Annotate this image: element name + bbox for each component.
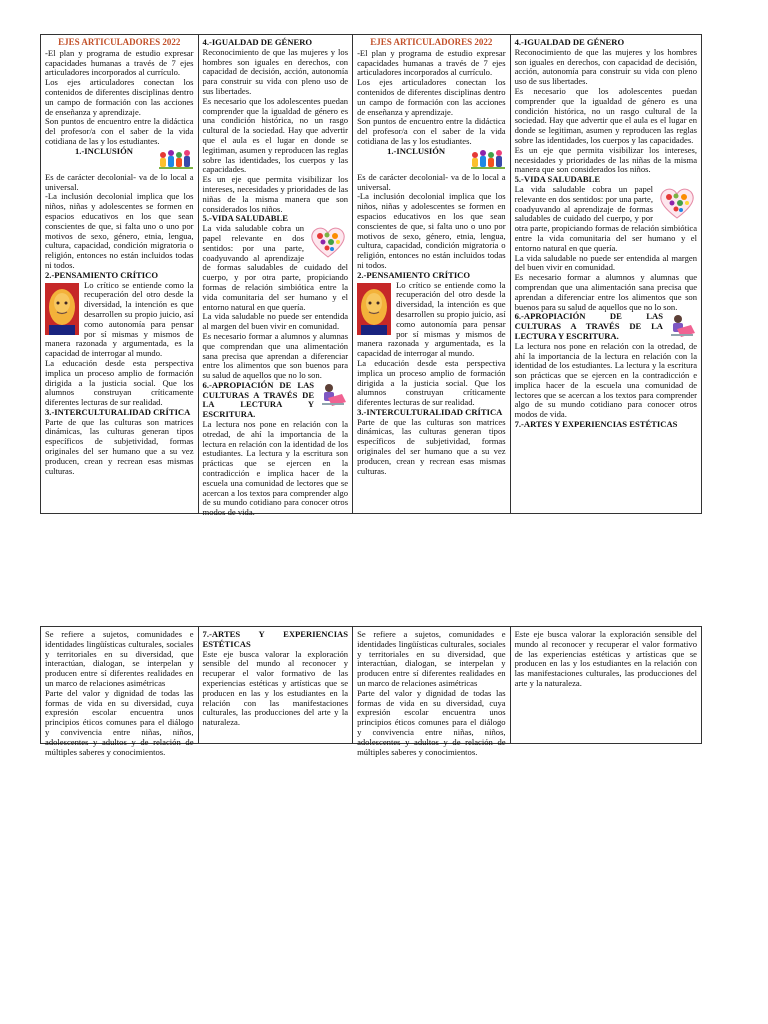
artes-heading-copy: 7.-ARTES Y EXPERIENCIAS ESTÉTICAS: [514, 419, 678, 430]
bottom-column-1: [41, 627, 199, 757]
bottom-pamphlet-table: [40, 626, 702, 757]
pensamiento-text-1-copy: Lo crítico se entiende como la recuperación del otro desde la diversidad, la intención es que desarrollen su propio juicio, así como autonomía para pensar por sí mismas y mismos de manera razonada y argumentada, es la capacidad de interrogar al mundo.: [357, 279, 506, 359]
inclusion-heading: 1.-INCLUSIÓN: [75, 145, 134, 156]
inclusion-text-2-copy: -La inclusión decolonial implica que los niños, niñas y adolescentes se formen en espacios educativos en los que sean conscientes de que, si falta uno o uno por motivos de sexo, género, etnia, lengua, cultura, capacidad, condición migratoria o religión, entonces no están incluidos todas ni todos.: [357, 191, 506, 270]
reading-child-icon: [318, 382, 348, 408]
artes-text-1: Este eje busca valorar la exploración sensible del mundo al reconocer y recuperar el valor formativo de las experiencias estéticas y artísticas que se producen en las y los estudiantes en la relación con las manifestaciones culturales, las producciones del arte y la naturaleza.: [202, 648, 349, 728]
puntos-encuentro-text: Son puntos de encuentro entre la didáctica del profesor/a con el saber de la vida cotidiana de las y los estudiantes.: [45, 116, 194, 146]
interculturalidad-text-3-copy: Parte del valor y dignidad de todas las formas de vida en su diversidad, cuya expresión escolar encuentra unos principios éticos comunes para el diálogo y convivencia entre niñas, niños, adolescentes y adultos y de relación de múltiples saberes y conocimientos.: [357, 687, 506, 757]
top-column-3: [353, 35, 511, 513]
children-group-icon: [470, 148, 506, 172]
ejes-conectan-text-copy: Los ejes articuladores conectan los contenidos de diferentes disciplinas dentro un campo de formación con las acciones de enseñanza y aprendizaje.: [357, 77, 506, 117]
top-column-2: [199, 35, 354, 518]
interculturalidad-text-3: Parte del valor y dignidad de todas las formas de vida en su diversidad, cuya expresión escolar encuentra unos principios éticos comunes para el diálogo y convivencia entre niñas, niños, adolescentes y adultos y de relación de múltiples saberes y conocimientos.: [45, 687, 194, 757]
ejes-conectan-text: Los ejes articuladores conectan los contenidos de diferentes disciplinas dentro un campo de formación con las acciones de enseñanza y aprendizaje.: [45, 77, 194, 117]
artes-text-1-copy: Este eje busca valorar la exploración sensible del mundo al reconocer y recuperar el valor formativo de las experiencias estéticas y artísticas que se producen en las y los estudiantes en la relación con las manifestaciones culturales, las producciones del arte y la naturaleza.: [514, 629, 698, 688]
genero-text-2: Es necesario que los adolescentes puedan comprender que la igualdad de género es una condición histórica, no un rasgo cultural de la sociedad. Hay que advertir que el aula es el lugar en donde se legitiman, asumen y reproducen las reglas sobre las identidades, los cuerpos y las capacidades.: [202, 95, 349, 175]
interculturalidad-heading-copy: 3.-INTERCULTURALIDAD CRÍTICA: [357, 406, 503, 417]
pensamiento-heading-copy: 2.-PENSAMIENTO CRÍTICO: [357, 269, 471, 280]
inclusion-text-2: -La inclusión decolonial implica que los niños, niñas y adolescentes se formen en espacios educativos en los que sean conscientes de que, si falta uno o uno por motivos de sexo, género, etnia, lengua, cultura, capacidad, condición migratoria o religión, entonces no están incluidos todas ni todos.: [45, 191, 194, 270]
bottom-column-3: [353, 627, 511, 757]
inclusion-text-1-copy: Es de carácter decolonial- va de lo local a universal.: [357, 171, 506, 192]
saludable-text-3-copy: Es necesario formar a alumnos y alumnas que comprendan que una alimentación sana precisa que aprendan a diferenciar entre los alimentos que son buenos para su salud de aquellos que no lo son.: [514, 272, 698, 312]
critical-thinking-portrait: [45, 283, 79, 335]
top-pamphlet-table: [40, 34, 702, 518]
interculturalidad-text-2: Se refiere a sujetos, comunidades e identidades lingüísticas culturales, sociales y territoriales en su diversidad, que interactúan, dialogan, se interpelan y producen entre sí diferentes realidades en un marco de relaciones asimétricas: [45, 629, 194, 688]
genero-text-1-copy: Reconocimiento de que las mujeres y los hombres son iguales en derechos, con capacidad de decisión, acción, autonomía para construir su vida con pleno uso de sus libertades.: [514, 46, 698, 87]
intro-text: -El plan y programa de estudio expresar capacidades humanas a través de 7 ejes articuladores incorporados al currículo.: [45, 47, 194, 78]
inclusion-text-1: Es de carácter decolonial- va de lo local a universal.: [45, 171, 194, 192]
genero-text-3-copy: Es un eje que permita visibilizar los intereses, necesidades y prioridades de las niñas de la misma manera que son considerados los niños.: [514, 144, 698, 175]
children-group-icon: [158, 148, 194, 172]
interculturalidad-text-1: Parte de que las culturas son matrices dinámicas, las culturas generan tipos específicos de subjetividad, formas originales del ser humano que a su vez producen, crean y recrean esas mismas culturas.: [45, 416, 194, 476]
pensamiento-text-1: Lo crítico se entiende como la recuperación del otro desde la diversidad, la intención es que desarrollen su propio juicio, así como autonomía para pensar por sí mismas y mismos de manera razonada y argumentada, es la capacidad de interrogar al mundo.: [45, 279, 194, 359]
artes-heading: 7.-ARTES Y EXPERIENCIAS ESTÉTICAS: [202, 629, 349, 649]
saludable-heading-copy: 5.-VIDA SALUDABLE: [514, 174, 601, 185]
critical-thinking-portrait: [357, 283, 391, 335]
reading-child-icon: [667, 313, 697, 339]
genero-text-2-copy: Es necesario que los adolescentes puedan comprender que la igualdad de género es una condición histórica, no un rasgo cultural de la sociedad. Hay que advertir que el aula es el lugar en donde se legitiman, asumen y reproducen las reglas sobre las identidades, los cuerpos y las capacidades.: [514, 85, 698, 145]
genero-heading-copy: 4.-IGUALDAD DE GÉNERO: [514, 37, 625, 47]
lectura-text-1-copy: La lectura nos pone en relación con la otredad, de ahí la importancia de la lectura en relación con la identidad de los estudiantes. La lectura y la escritura son prácticas que se ejercen en la contradicción e implica hacer de la escuela una comunidad de lectores que se acercan a los textos para comprender algo de su mundo cotidiano para conocer otros modos de vida.: [514, 340, 698, 420]
inclusion-heading-copy: 1.-INCLUSIÓN: [387, 145, 446, 156]
top-column-4: [511, 35, 701, 513]
interculturalidad-text-1-copy: Parte de que las culturas son matrices dinámicas, las culturas generan tipos específicos de subjetividad, formas originales del ser humano que a su vez producen, crean y recrean esas mismas culturas.: [357, 416, 506, 476]
top-column-1: [41, 35, 199, 513]
saludable-text-1-copy: La vida saludable cobra un papel relevante en dos sentidos: por una parte, coadyuvando al aprendizaje de formas saludables de cuidado del cuerpo, y por otra parte, propiciando formas de relación simbiótica entre la vida comunitaria del ser humano y el entorno natural en que quería.: [514, 183, 698, 253]
bottom-column-2: [199, 627, 354, 743]
genero-text-3: Es un eje que permita visibilizar los intereses, necesidades y prioridades de las niñas de la misma manera que son considerados los niños.: [202, 174, 349, 214]
healthy-heart-icon: [308, 225, 348, 259]
genero-heading: 4.-IGUALDAD DE GÉNERO: [202, 37, 313, 47]
lectura-heading-copy: 6.-APROPIACIÓN DE LAS CULTURAS A TRAVÉS DE LA LECTURA Y ESCRITURA.: [514, 311, 664, 341]
bottom-column-4: [511, 627, 701, 743]
pensamiento-text-2: La educación desde esta perspectiva implica un proceso amplio de formación dirigida a la justicia social. Que los alumnos construyan críticamente diferentes lecturas de sur realidad.: [45, 357, 194, 408]
saludable-text-2: La vida saludable no puede ser entendida al margen del buen vivir en comunidad.: [202, 311, 349, 332]
interculturalidad-heading: 3.-INTERCULTURALIDAD CRÍTICA: [45, 406, 191, 417]
puntos-encuentro-text-copy: Son puntos de encuentro entre la didáctica del profesor/a con el saber de la vida cotidiana de las y los estudiantes.: [357, 116, 506, 146]
saludable-heading: 5.-VIDA SALUDABLE: [202, 213, 289, 224]
saludable-text-1: La vida saludable cobra un papel relevante en dos sentidos: por una parte, coadyuvando al aprendizaje de formas saludables de cuidado del cuerpo, y por otra parte, propiciando formas de relación simbiótica entre la vida comunitaria del ser humano y el entorno natural en que quería.: [202, 223, 349, 312]
interculturalidad-text-2-copy: Se refiere a sujetos, comunidades e identidades lingüísticas culturales, sociales y territoriales en su diversidad, que interactúan, dialogan, se interpelan y producen entre sí diferentes realidades en un marco de relaciones asimétricas: [357, 629, 506, 688]
pensamiento-text-2-copy: La educación desde esta perspectiva implica un proceso amplio de formación dirigida a la justicia social. Que los alumnos construyan críticamente diferentes lecturas de sur realidad.: [357, 357, 506, 408]
saludable-text-2-copy: La vida saludable no puede ser entendida al margen del buen vivir en comunidad.: [514, 252, 698, 273]
healthy-heart-icon: [657, 186, 697, 220]
document-title: EJES ARTICULADORES 2022: [58, 37, 181, 47]
saludable-text-3: Es necesario formar a alumnos y alumnas que comprendan que una alimentación sana precisa que aprendan a diferenciar entre los alimentos que son buenos para su salud de aquellos que no lo son.: [202, 330, 349, 381]
genero-text-1: Reconocimiento de que las mujeres y los hombres son iguales en derechos, con capacidad de decisión, acción, autonomía para construir su vida con pleno uso de sus libertades.: [202, 46, 349, 96]
document-title-copy: EJES ARTICULADORES 2022: [370, 37, 493, 47]
lectura-text-1: La lectura nos pone en relación con la otredad, de ahí la importancia de la lectura en relación con la identidad de los estudiantes. La lectura y la escritura son prácticas que se ejercen en la contradicción e implica hacer de la escuela una comunidad de lectores que se acercan a los textos para comprender algo de su mundo cotidiano para conocer otros modos de vida.: [202, 419, 349, 518]
lectura-heading: 6.-APROPIACIÓN DE LAS CULTURAS A TRAVÉS DE LA LECTURA Y ESCRITURA.: [202, 379, 315, 420]
pensamiento-heading: 2.-PENSAMIENTO CRÍTICO: [45, 269, 159, 280]
intro-text-copy: -El plan y programa de estudio expresar capacidades humanas a través de 7 ejes articuladores incorporados al currículo.: [357, 47, 506, 78]
